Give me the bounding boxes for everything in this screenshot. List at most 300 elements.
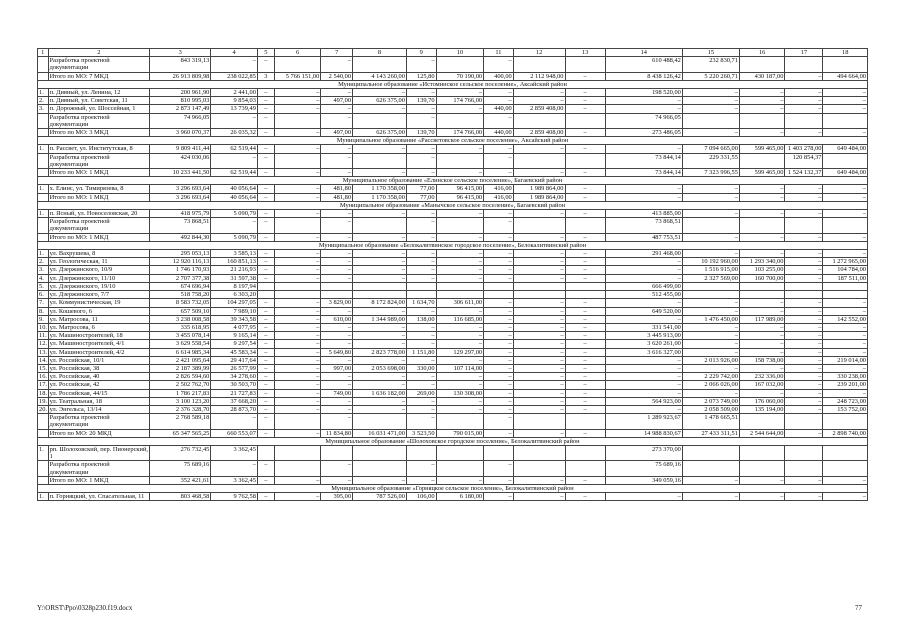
table-cell: 1 289 923,67: [605, 414, 682, 429]
table-row: [38, 340, 868, 348]
table-cell: –: [565, 274, 605, 282]
table-cell: 13.: [39, 348, 47, 356]
row-label: ул. Театральная, 18: [48, 397, 150, 405]
table-cell: [513, 57, 565, 72]
table-cell: [823, 57, 868, 72]
table-cell: –: [513, 405, 565, 413]
table-row: [38, 233, 868, 241]
table-cell: –: [353, 397, 407, 405]
table-cell: –: [274, 129, 321, 137]
table-cell: –: [484, 89, 514, 97]
table-cell: –: [823, 97, 868, 105]
column-number: 13: [565, 49, 605, 57]
table-cell: –: [321, 218, 353, 233]
table-cell: –: [513, 250, 565, 258]
table-cell: 14.: [39, 356, 47, 364]
municipality-title: Муниципальное образование «Рассветовское сельское поселение», Аксайский район: [38, 137, 868, 145]
table-cell: 352 421,61: [150, 476, 211, 484]
row-label: п. Дорожный, ул. Шоссейная, 1: [48, 105, 150, 113]
table-cell: –: [406, 307, 436, 315]
table-cell: [353, 57, 407, 72]
table-cell: [484, 291, 514, 299]
table-cell: –: [257, 307, 274, 315]
table-cell: 153 752,00: [823, 405, 868, 413]
table-cell: 232 336,00: [739, 373, 784, 381]
table-cell: 790 015,00: [436, 429, 484, 437]
table-cell: –: [823, 307, 868, 315]
table-cell: –: [321, 274, 353, 282]
table-row: [38, 57, 868, 72]
table-cell: 10 192 960,00: [682, 258, 739, 266]
table-cell: –: [513, 258, 565, 266]
table-cell: 599 465,00: [739, 169, 784, 177]
table-row: [38, 282, 868, 290]
table-cell: [436, 291, 484, 299]
table-cell: –: [436, 307, 484, 315]
table-cell: [436, 414, 484, 429]
table-cell: 174 766,00: [436, 129, 484, 137]
table-cell: 1.: [38, 210, 49, 218]
table-cell: –: [406, 405, 436, 413]
table-cell: 330,00: [406, 364, 436, 372]
table-cell: –: [257, 299, 274, 307]
table-cell: –: [565, 129, 605, 137]
table-cell: –: [484, 307, 514, 315]
table-cell: –: [513, 266, 565, 274]
table-cell: –: [785, 250, 823, 258]
table-cell: –: [274, 97, 321, 105]
page-number: 77: [855, 604, 862, 612]
table-cell: 62 519,44: [211, 169, 258, 177]
municipality-title: Муниципальное образование «Манычское сельское поселение», Багаевский район: [38, 201, 868, 209]
table-cell: 232 830,71: [682, 57, 739, 72]
table-cell: –: [605, 381, 682, 389]
table-cell: –: [785, 185, 823, 193]
table-cell: –: [565, 405, 605, 413]
table-cell: –: [484, 145, 514, 153]
table-cell: –: [605, 105, 682, 113]
table-cell: –: [484, 153, 514, 168]
table-cell: –: [785, 266, 823, 274]
table-cell: 1 989 864,00: [513, 193, 565, 201]
table-cell: –: [484, 364, 514, 372]
table-cell: –: [406, 258, 436, 266]
table-cell: –: [565, 185, 605, 193]
row-label: ул. Российская, 40: [48, 373, 150, 381]
table-cell: –: [513, 429, 565, 437]
section-header-row: [38, 80, 868, 88]
table-cell: [274, 414, 321, 429]
table-cell: [739, 445, 784, 460]
table-cell: –: [406, 274, 436, 282]
table-cell: –: [513, 97, 565, 105]
table-cell: –: [739, 323, 784, 331]
table-cell: [436, 57, 484, 72]
table-cell: –: [436, 274, 484, 282]
table-cell: –: [321, 105, 353, 113]
table-cell: –: [321, 405, 353, 413]
table-row: [38, 493, 868, 501]
table-cell: –: [257, 332, 274, 340]
table-cell: –: [513, 340, 565, 348]
table-cell: –: [484, 397, 514, 405]
table-cell: –: [565, 332, 605, 340]
table-cell: –: [484, 250, 514, 258]
table-cell: –: [823, 89, 868, 97]
table-cell: [682, 113, 739, 128]
table-cell: –: [257, 476, 274, 484]
table-row: [38, 210, 868, 218]
table-cell: [823, 445, 868, 460]
column-number: 1: [38, 49, 49, 57]
table-cell: –: [257, 429, 274, 437]
section-header-row: [38, 177, 868, 185]
table-row: [38, 250, 868, 258]
table-cell: [38, 169, 49, 177]
municipality-title: Муниципальное образование «Елинское сельское поселение», Багаевский район: [38, 177, 868, 185]
table-cell: –: [823, 233, 868, 241]
table-cell: –: [353, 274, 407, 282]
table-cell: 12.: [39, 340, 47, 348]
row-label: ул. Машиностроителей, 18: [48, 332, 150, 340]
row-label: ул. Дзержинского, 7/7: [48, 291, 150, 299]
table-cell: –: [274, 250, 321, 258]
table-cell: –: [605, 185, 682, 193]
row-label: х. Елинс, ул. Тимирязева, 8: [48, 185, 150, 193]
table-cell: 599 465,00: [739, 145, 784, 153]
table-cell: 657 509,10: [150, 307, 211, 315]
table-cell: [513, 291, 565, 299]
row-label: ул. Кошевого, 6: [48, 307, 150, 315]
table-cell: –: [406, 250, 436, 258]
section-header-row: [38, 137, 868, 145]
table-cell: 5 220 260,71: [682, 72, 739, 80]
row-label: ул. Вахрушева, 8: [48, 250, 150, 258]
table-cell: [739, 218, 784, 233]
table-cell: 12 920 116,13: [150, 258, 211, 266]
table-row: [38, 405, 868, 413]
table-cell: 416,00: [484, 185, 514, 193]
table-cell: –: [257, 405, 274, 413]
table-cell: 2 376 328,70: [150, 405, 211, 413]
table-cell: 424 030,06: [150, 153, 211, 168]
table-cell: –: [682, 129, 739, 137]
table-cell: 3 629 558,54: [150, 340, 211, 348]
table-cell: –: [513, 493, 565, 501]
table-cell: [823, 414, 868, 429]
table-cell: 26 035,32: [211, 129, 258, 137]
table-cell: –: [484, 476, 514, 484]
table-cell: 73 868,51: [605, 218, 682, 233]
table-cell: 176 060,00: [739, 397, 784, 405]
table-cell: 349 059,16: [605, 476, 682, 484]
table-cell: 4 077,95: [211, 323, 258, 331]
table-cell: –: [257, 315, 274, 323]
table-cell: –: [682, 105, 739, 113]
table-cell: –: [513, 169, 565, 177]
table-cell: –: [274, 307, 321, 315]
table-cell: –: [257, 461, 274, 476]
table-cell: [353, 282, 407, 290]
table-cell: 16.: [39, 373, 47, 381]
table-cell: –: [785, 72, 823, 80]
table-row: [38, 129, 868, 137]
table-cell: [739, 291, 784, 299]
table-cell: 31 597,38: [211, 274, 258, 282]
table-cell: 160 851,13: [211, 258, 258, 266]
table-cell: –: [484, 299, 514, 307]
municipality-title: Муниципальное образование «Истоминское сельское поселение», Аксайский район: [38, 80, 868, 88]
table-cell: 7 094 665,00: [682, 145, 739, 153]
row-label: ул. Геологическая, 11: [48, 258, 150, 266]
table-cell: 2 826 594,60: [150, 373, 211, 381]
table-cell: [739, 57, 784, 72]
table-cell: –: [257, 389, 274, 397]
row-label: Итого по МО: 1 МКД: [48, 193, 150, 201]
column-number: 18: [823, 49, 868, 57]
table-cell: –: [436, 356, 484, 364]
table-cell: –: [321, 381, 353, 389]
table-cell: 2 073 749,00: [682, 397, 739, 405]
table-cell: 77,00: [406, 193, 436, 201]
table-cell: [38, 476, 49, 484]
table-cell: –: [321, 461, 353, 476]
table-cell: 1 293 340,00: [739, 258, 784, 266]
table-cell: 198 520,00: [605, 89, 682, 97]
table-cell: –: [785, 89, 823, 97]
row-label: ул. Российская, 42: [48, 381, 150, 389]
table-cell: [682, 461, 739, 476]
table-cell: 1 403 278,00: [785, 145, 823, 153]
table-cell: –: [484, 373, 514, 381]
table-cell: 62 519,44: [211, 145, 258, 153]
table-cell: –: [436, 250, 484, 258]
table-cell: 418 975,79: [150, 210, 211, 218]
table-cell: –: [739, 493, 784, 501]
table-cell: [353, 445, 407, 460]
table-cell: –: [682, 210, 739, 218]
table-cell: [321, 282, 353, 290]
table-cell: 3 296 693,64: [150, 193, 211, 201]
table-cell: 1 272 965,00: [823, 258, 868, 266]
table-cell: –: [406, 373, 436, 381]
table-cell: 2 053 698,00: [353, 364, 407, 372]
table-cell: [38, 218, 49, 233]
table-cell: 335 618,95: [150, 323, 211, 331]
table-cell: –: [321, 340, 353, 348]
table-cell: –: [785, 364, 823, 372]
table-cell: –: [274, 315, 321, 323]
table-cell: 400,00: [484, 72, 514, 80]
table-row: [38, 307, 868, 315]
table-cell: –: [565, 210, 605, 218]
table-cell: [823, 282, 868, 290]
table-cell: 96 415,00: [436, 185, 484, 193]
table-cell: 14 988 830,67: [605, 429, 682, 437]
row-label: п. Дивный, ул. Советская, 11: [48, 97, 150, 105]
table-cell: –: [353, 476, 407, 484]
table-cell: –: [484, 266, 514, 274]
table-cell: –: [785, 315, 823, 323]
repair-schedule-table: [37, 48, 868, 501]
table-cell: [513, 282, 565, 290]
table-cell: 2.: [38, 97, 49, 105]
row-label: Итого по МО: 20 МКД: [48, 429, 150, 437]
table-cell: –: [436, 233, 484, 241]
table-cell: –: [605, 258, 682, 266]
table-cell: 440,00: [484, 129, 514, 137]
table-cell: –: [605, 389, 682, 397]
table-cell: 37 668,20: [211, 397, 258, 405]
table-cell: 1 524 132,37: [785, 169, 823, 177]
table-cell: 10.: [39, 323, 47, 331]
table-cell: –: [513, 315, 565, 323]
row-label: Итого по МО: 3 МКД: [48, 129, 150, 137]
table-cell: –: [406, 340, 436, 348]
table-row: [38, 72, 868, 80]
table-cell: –: [739, 307, 784, 315]
table-cell: –: [605, 266, 682, 274]
table-cell: –: [406, 461, 436, 476]
table-cell: 6 614 985,34: [150, 348, 211, 356]
table-cell: 564 923,00: [605, 397, 682, 405]
table-cell: –: [484, 113, 514, 128]
table-cell: –: [785, 97, 823, 105]
table-cell: –: [274, 476, 321, 484]
table-cell: [406, 282, 436, 290]
table-cell: 4.: [38, 274, 49, 282]
table-cell: [257, 445, 274, 460]
column-number: 14: [605, 49, 682, 57]
row-label: ул. Дзержинского, 19/10: [48, 282, 150, 290]
table-cell: 2 187 389,99: [150, 364, 211, 372]
table-cell: –: [321, 210, 353, 218]
table-cell: –: [605, 405, 682, 413]
table-cell: [565, 113, 605, 128]
table-cell: 2 327 569,00: [682, 274, 739, 282]
table-cell: 2 112 948,00: [513, 72, 565, 80]
section-header-row: [38, 437, 868, 445]
table-cell: –: [785, 356, 823, 364]
table-cell: [739, 461, 784, 476]
table-cell: [513, 218, 565, 233]
table-cell: 481,80: [321, 185, 353, 193]
table-cell: [274, 113, 321, 128]
table-cell: –: [274, 274, 321, 282]
table-cell: –: [321, 258, 353, 266]
table-cell: –: [785, 323, 823, 331]
table-cell: [484, 445, 514, 460]
table-cell: –: [257, 153, 274, 168]
table-cell: 174 766,00: [436, 97, 484, 105]
table-cell: –: [257, 129, 274, 137]
table-cell: –: [406, 145, 436, 153]
table-cell: –: [565, 340, 605, 348]
table-cell: 103 255,00: [739, 266, 784, 274]
table-cell: 1.: [38, 250, 49, 258]
table-cell: 29 417,64: [211, 356, 258, 364]
table-cell: –: [785, 193, 823, 201]
table-cell: –: [484, 389, 514, 397]
document-page: [37, 48, 868, 501]
table-cell: –: [823, 250, 868, 258]
table-cell: –: [739, 476, 784, 484]
table-cell: –: [211, 57, 258, 72]
table-cell: –: [682, 332, 739, 340]
row-label: Разработка проектной документации: [48, 461, 150, 476]
table-cell: 106,00: [406, 493, 436, 501]
table-cell: –: [274, 429, 321, 437]
table-cell: –: [406, 233, 436, 241]
table-cell: [565, 218, 605, 233]
column-number: 10: [436, 49, 484, 57]
table-cell: –: [436, 105, 484, 113]
table-cell: –: [682, 348, 739, 356]
table-cell: 3: [257, 72, 274, 80]
table-cell: –: [785, 307, 823, 315]
table-cell: –: [565, 348, 605, 356]
table-cell: 125,80: [406, 72, 436, 80]
table-cell: –: [353, 405, 407, 413]
table-cell: 160 700,00: [739, 274, 784, 282]
table-cell: [436, 153, 484, 168]
table-cell: 2 873 147,49: [150, 105, 211, 113]
row-label: Итого по МО: 7 МКД: [48, 72, 150, 80]
table-cell: [353, 218, 407, 233]
table-cell: –: [321, 250, 353, 258]
table-cell: –: [565, 493, 605, 501]
table-cell: 269,00: [406, 389, 436, 397]
row-label: п. Горняцкий, ул. Спасательная, 11: [48, 493, 150, 501]
table-cell: 331 541,00: [605, 323, 682, 331]
table-cell: –: [682, 307, 739, 315]
table-cell: –: [785, 493, 823, 501]
table-cell: 9 809 411,44: [150, 145, 211, 153]
table-cell: 96 415,00: [436, 193, 484, 201]
table-cell: –: [484, 461, 514, 476]
table-cell: 1.: [38, 445, 49, 460]
table-cell: 1 151,80: [406, 348, 436, 356]
table-cell: –: [353, 89, 407, 97]
table-cell: –: [785, 340, 823, 348]
table-cell: –: [353, 323, 407, 331]
table-cell: [274, 153, 321, 168]
table-cell: –: [785, 233, 823, 241]
table-cell: –: [484, 210, 514, 218]
table-cell: 117 989,00: [739, 315, 784, 323]
table-cell: –: [484, 332, 514, 340]
row-label: п. Дивный, ул. Ленина, 12: [48, 89, 150, 97]
table-cell: 21 216,93: [211, 266, 258, 274]
table-cell: 649 520,00: [605, 307, 682, 315]
table-cell: –: [682, 364, 739, 372]
table-cell: –: [682, 340, 739, 348]
table-cell: –: [406, 414, 436, 429]
table-cell: –: [257, 381, 274, 389]
table-cell: –: [321, 145, 353, 153]
table-cell: –: [484, 57, 514, 72]
table-cell: 158 738,00: [739, 356, 784, 364]
table-cell: –: [565, 364, 605, 372]
table-cell: –: [274, 193, 321, 201]
table-cell: [38, 414, 49, 429]
table-cell: –: [436, 169, 484, 177]
table-cell: –: [274, 233, 321, 241]
table-cell: 803 468,58: [150, 493, 211, 501]
table-cell: –: [605, 299, 682, 307]
table-cell: –: [406, 113, 436, 128]
table-cell: 810 995,03: [150, 97, 211, 105]
